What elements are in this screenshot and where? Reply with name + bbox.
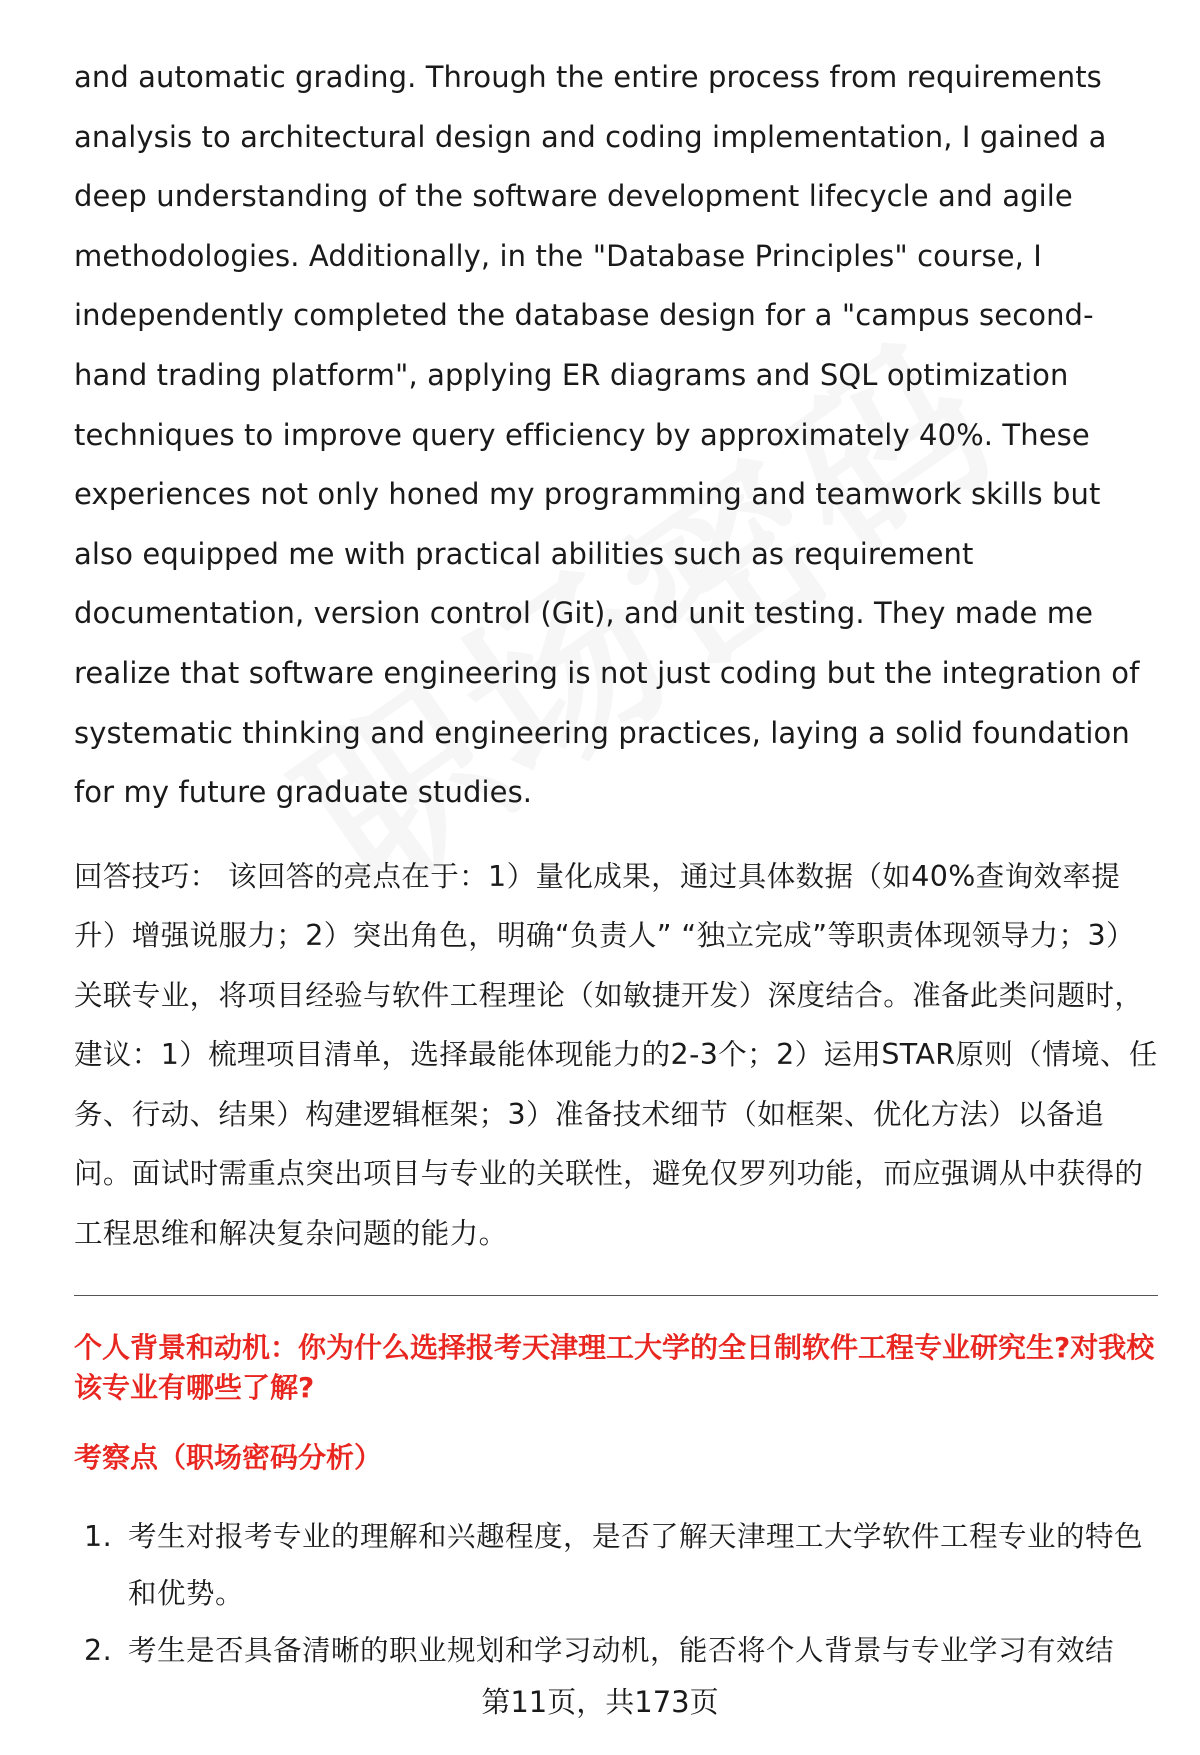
section-label: 考察点（职场密码分析） (74, 1441, 383, 1475)
question-heading: 个人背景和动机：你为什么选择报考天津理工大学的全日制软件工程专业研究生?对我校该专业有哪些了解? (74, 1331, 1155, 1405)
points-list (74, 1508, 1160, 1679)
document-page (74, 48, 1160, 1679)
page-footer: 第11页，共173页 (481, 1685, 719, 1719)
list-item-text: 考生是否具备清晰的职业规划和学习动机，能否将个人背景与专业学习有效结 (128, 1634, 1115, 1668)
list-item-number: 1. (84, 1520, 113, 1554)
list-item-number: 2. (84, 1634, 113, 1668)
body-paragraph: and automatic grading. Through the entire process from requirements analysis to architectural design and coding implementation, I gained a deep understanding of the software development lifecycle and agile methodologies. Additionally, in the "Database Principles" course, I independently completed the database design for a "campus second-hand trading platform", applying ER diagrams and SQL optimization techniques to improve query efficiency by approximately 40%. These experiences not only honed my programming and teamwork skills but also equipped me with practical abilities such as requirement documentation, version control (Git), and unit testing. They made me realize that software engineering is not just coding but the integration of systematic thinking and engineering practices, laying a solid foundation for my future graduate studies. (74, 60, 1140, 810)
list-item (74, 1622, 1160, 1679)
answer-tips: 回答技巧： 该回答的亮点在于：1）量化成果，通过具体数据（如40%查询效率提升）增强说服力；2）突出角色，明确“负责人” “独立完成”等职责体现领导力；3）关联专业，将项目经验与软件工程理论（如敏捷开发）深度结合。准备此类问题时，建议：1）梳理项目清单，选择最能体现能力的2-3个；2）运用STAR原则（情境、任务、行动、结果）构建逻辑框架；3）准备技术细节（如框架、优化方法）以备追问。面试时需重点突出项目与专业的关联性，避免仅罗列功能，而应强调从中获得的工程思维和解决复杂问题的能力。 (74, 859, 1158, 1250)
section-divider (74, 1295, 1158, 1296)
list-item-text: 考生对报考专业的理解和兴趣程度，是否了解天津理工大学软件工程专业的特色和优势。 (128, 1520, 1144, 1611)
list-item (74, 1508, 1160, 1622)
